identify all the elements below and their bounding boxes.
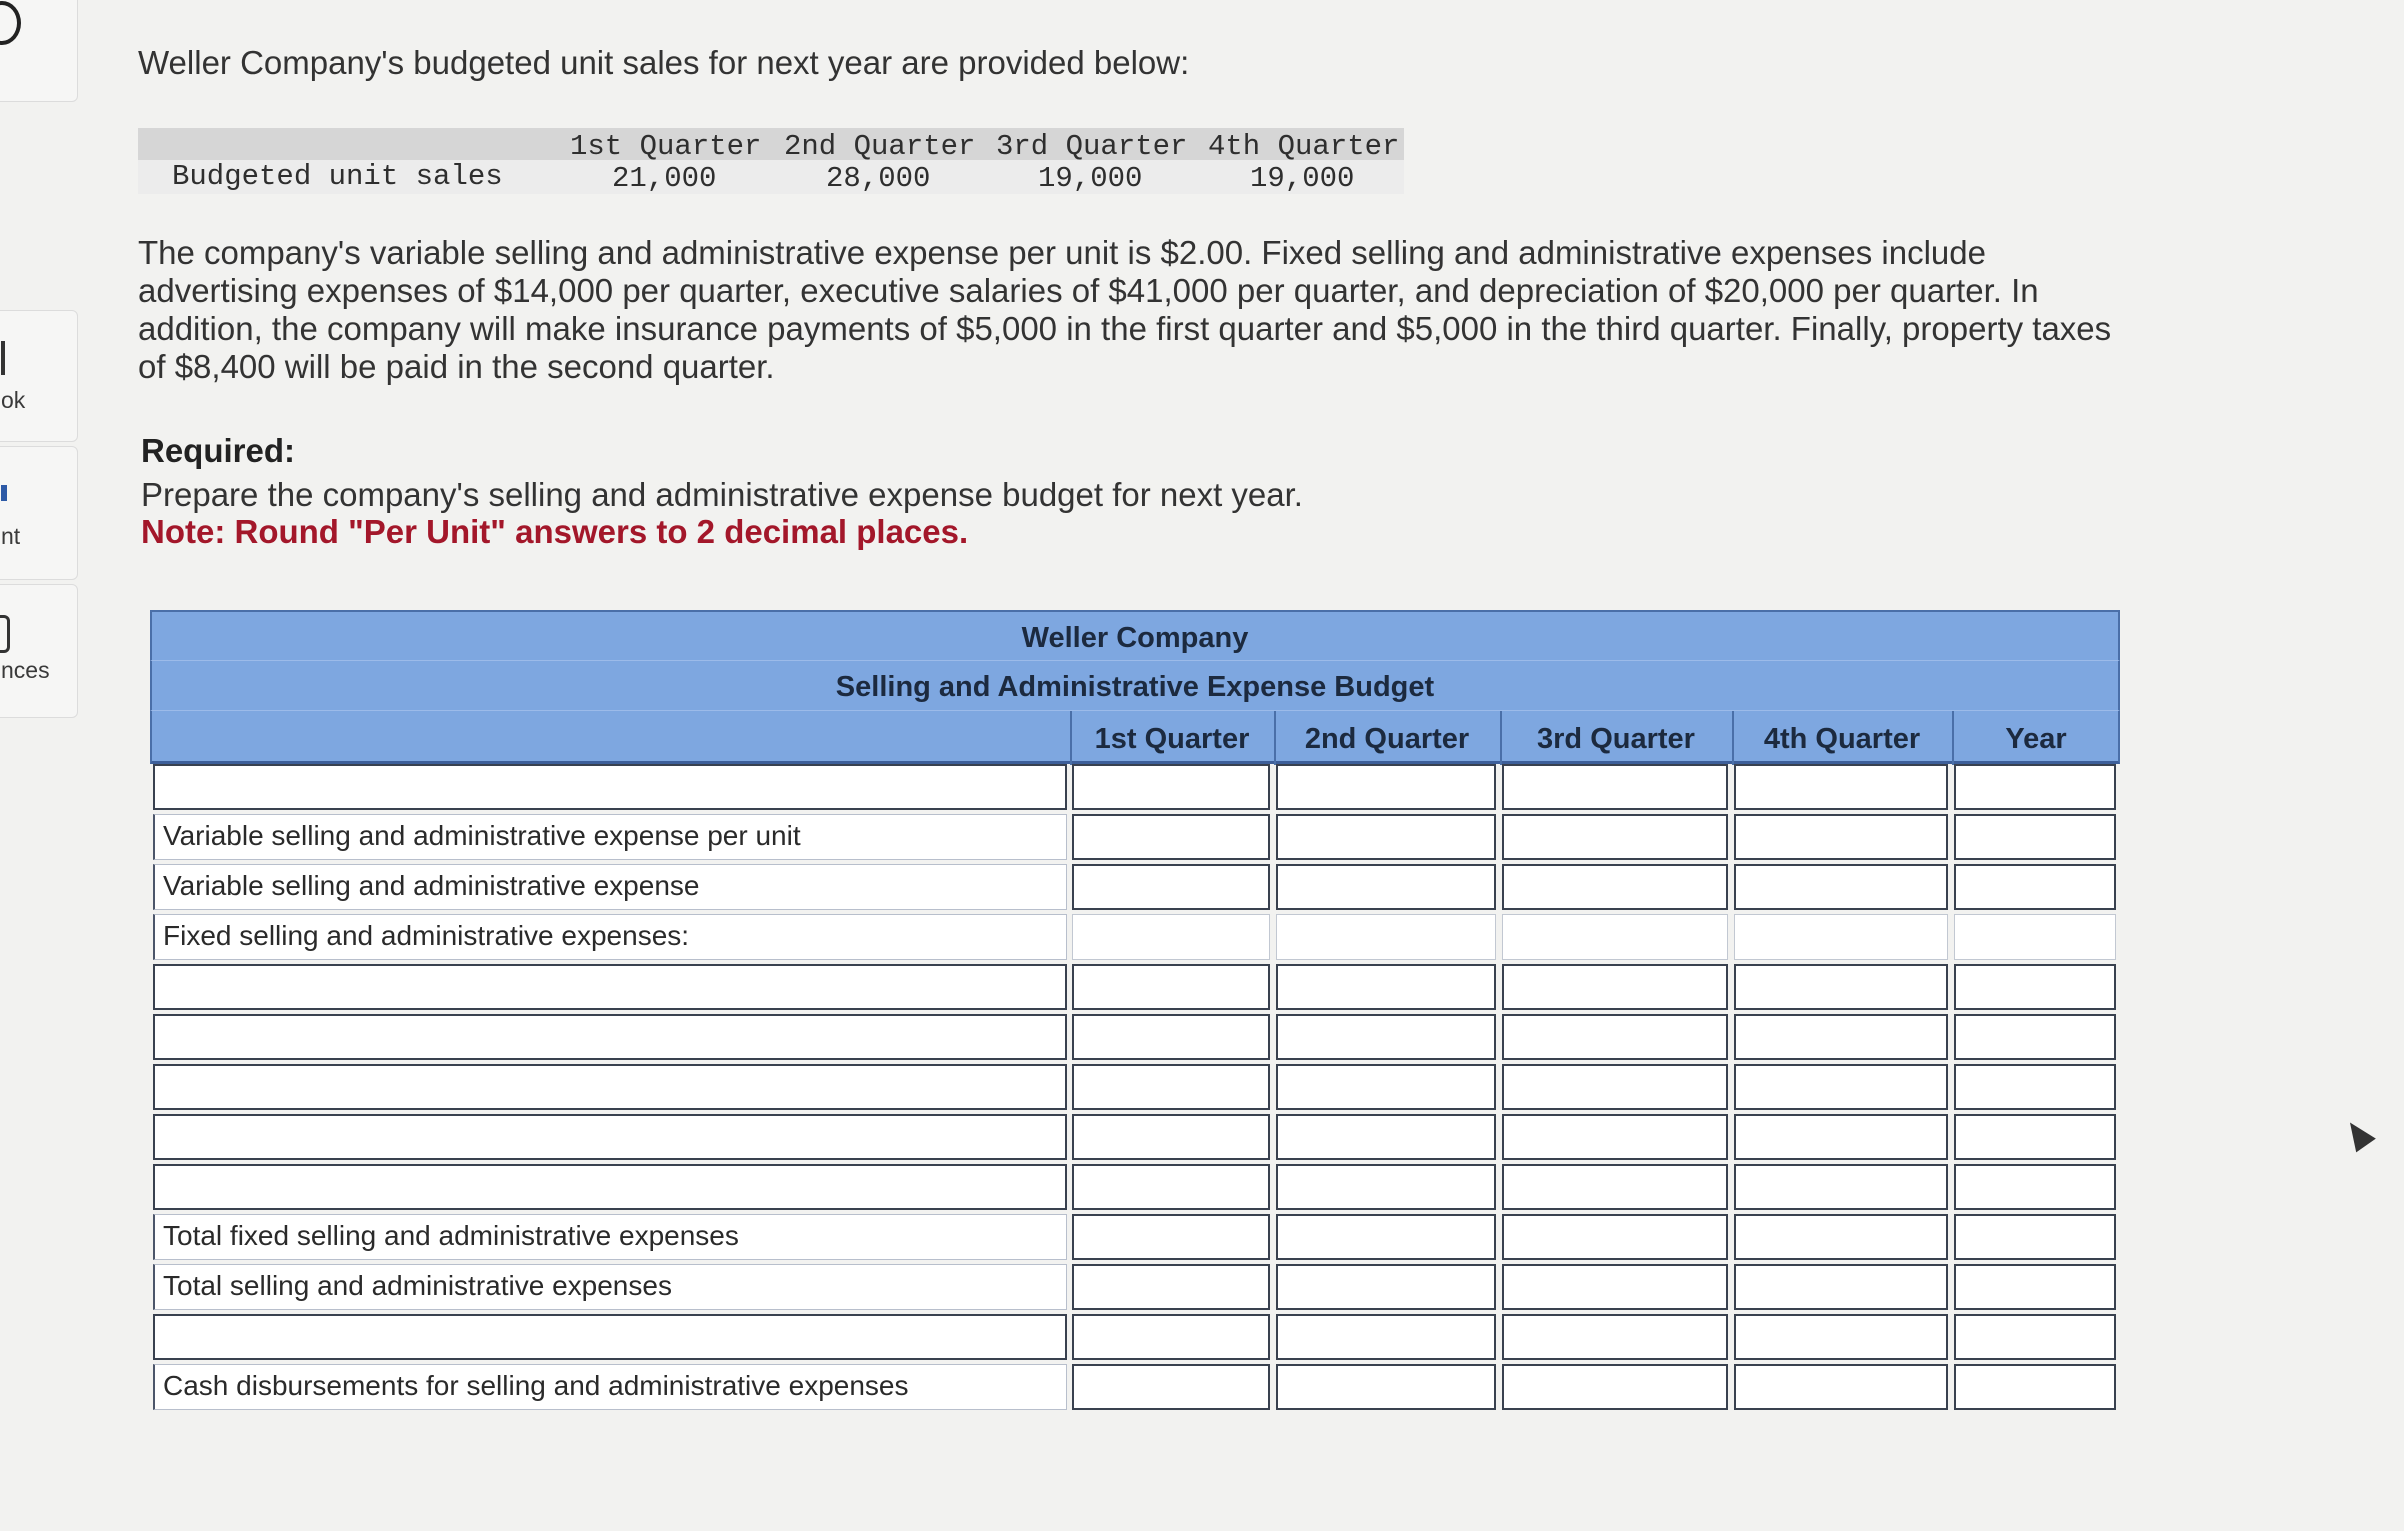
row-label-input[interactable] (153, 1164, 1067, 1210)
col-header-q1: 1st Quarter (1094, 723, 1250, 755)
row-label-input[interactable] (153, 1114, 1067, 1160)
unit-sales-col-header: 4th Quarter (1208, 130, 1400, 163)
amount-input[interactable] (1954, 1114, 2116, 1160)
amount-input[interactable] (1734, 1014, 1948, 1060)
col-header-q4: 4th Quarter (1763, 723, 1921, 755)
amount-input[interactable] (1072, 1014, 1270, 1060)
table-row (150, 964, 2120, 1014)
empty-cell (1072, 914, 1270, 960)
amount-input[interactable] (1072, 864, 1270, 910)
amount-input[interactable] (1502, 1214, 1728, 1260)
amount-input[interactable] (1502, 1164, 1728, 1210)
amount-input[interactable] (1276, 764, 1496, 810)
amount-input[interactable] (1734, 764, 1948, 810)
amount-input[interactable] (1276, 1164, 1496, 1210)
amount-input[interactable] (1072, 1264, 1270, 1310)
amount-input[interactable] (1276, 864, 1496, 910)
table-row (150, 1214, 2120, 1264)
mouse-cursor-icon (2340, 1116, 2376, 1153)
amount-input[interactable] (1954, 864, 2116, 910)
amount-input[interactable] (1734, 1164, 1948, 1210)
row-label: Cash disbursements for selling and administrative expenses (153, 1364, 1067, 1410)
unit-sales-value: 19,000 (1250, 162, 1355, 195)
amount-input[interactable] (1734, 814, 1948, 860)
left-sidebar (0, 0, 80, 1531)
company-name: Weller Company (1021, 622, 1249, 654)
col-header-q3: 3rd Quarter (1537, 723, 1695, 755)
sidebar-item-label: nt (1, 523, 21, 549)
amount-input[interactable] (1734, 1314, 1948, 1360)
table-row (150, 1064, 2120, 1114)
sidebar-item-book[interactable] (0, 310, 78, 442)
budget-title: Selling and Administrative Expense Budget (835, 671, 1435, 703)
amount-input[interactable] (1954, 1214, 2116, 1260)
amount-input[interactable] (1276, 1264, 1496, 1310)
amount-input[interactable] (1734, 964, 1948, 1010)
amount-input[interactable] (1276, 1314, 1496, 1360)
amount-input[interactable] (1502, 1064, 1728, 1110)
amount-input[interactable] (1502, 1314, 1728, 1360)
amount-input[interactable] (1734, 1114, 1948, 1160)
amount-input[interactable] (1276, 1064, 1496, 1110)
amount-input[interactable] (1954, 814, 2116, 860)
amount-input[interactable] (1954, 1264, 2116, 1310)
budget-header-company (150, 610, 2120, 660)
unit-sales-value: 21,000 (612, 162, 717, 195)
row-label: Total fixed selling and administrative expenses (153, 1214, 1067, 1260)
table-row (150, 1114, 2120, 1164)
unit-sales-value: 19,000 (1038, 162, 1143, 195)
table-row (150, 1264, 2120, 1314)
row-label: Variable selling and administrative expense per unit (153, 814, 1067, 860)
question-intro: Weller Company's budgeted unit sales for next year are provided below: (138, 44, 1190, 81)
table-row (150, 1014, 2120, 1064)
col-header-year: Year (2005, 723, 2067, 755)
amount-input[interactable] (1954, 1014, 2116, 1060)
amount-input[interactable] (1502, 864, 1728, 910)
book-icon (1, 341, 5, 375)
required-text: Prepare the company's selling and administrative expense budget for next year. (141, 476, 1303, 513)
circle-icon (0, 1, 21, 45)
rounding-note: Note: Round "Per Unit" answers to 2 decimal places. (141, 513, 969, 550)
sidebar-item-print[interactable] (0, 446, 78, 580)
empty-cell (1276, 914, 1496, 960)
amount-input[interactable] (1072, 1114, 1270, 1160)
amount-input[interactable] (1502, 1364, 1728, 1410)
row-label: Variable selling and administrative expense (153, 864, 1067, 910)
table-row (150, 1164, 2120, 1214)
empty-cell (1502, 914, 1728, 960)
table-row (150, 764, 2120, 814)
amount-input[interactable] (1954, 1064, 2116, 1110)
table-row (150, 864, 2120, 914)
row-label-input[interactable] (153, 764, 1067, 810)
amount-input[interactable] (1734, 1364, 1948, 1410)
unit-sales-label: Budgeted unit sales (172, 160, 503, 193)
amount-input[interactable] (1072, 964, 1270, 1010)
sidebar-item-label: ok (1, 387, 26, 413)
empty-cell (1734, 914, 1948, 960)
amount-input[interactable] (1072, 1064, 1270, 1110)
unit-sales-col-header: 2nd Quarter (784, 130, 976, 163)
amount-input[interactable] (1502, 814, 1728, 860)
amount-input[interactable] (1734, 1264, 1948, 1310)
row-label-input[interactable] (153, 964, 1067, 1010)
amount-input[interactable] (1502, 964, 1728, 1010)
col-header-q2: 2nd Quarter (1304, 723, 1470, 755)
amount-input[interactable] (1954, 764, 2116, 810)
sidebar-item-top[interactable] (0, 0, 78, 102)
amount-input[interactable] (1276, 1364, 1496, 1410)
references-icon (0, 615, 10, 653)
table-row (150, 1314, 2120, 1364)
amount-input[interactable] (1502, 1264, 1728, 1310)
table-row (150, 914, 2120, 964)
amount-input[interactable] (1734, 1064, 1948, 1110)
row-label-input[interactable] (153, 1014, 1067, 1060)
amount-input[interactable] (1072, 764, 1270, 810)
budget-header-title (150, 660, 2120, 710)
budget-header-columns (150, 710, 2120, 764)
amount-input[interactable] (1734, 1214, 1948, 1260)
amount-input[interactable] (1276, 1214, 1496, 1260)
unit-sales-value: 28,000 (826, 162, 931, 195)
question-paragraph: The company's variable selling and administrative expense per unit is $2.00. Fixed selling and administrative expenses include advertising expenses of $14,000 per quarter, executive salaries of $41,000 per quarter, and depreciation of $20,000 per quarter. In addition, the company will make insurance payments of $5,000 in the first quarter and $5,000 in the third quarter. Finally, property taxes of $8,400 will be paid in the second quarter. (138, 234, 2112, 385)
amount-input[interactable] (1954, 1364, 2116, 1410)
table-row (150, 814, 2120, 864)
amount-input[interactable] (1502, 1114, 1728, 1160)
amount-input[interactable] (1502, 764, 1728, 810)
amount-input[interactable] (1276, 1014, 1496, 1060)
amount-input[interactable] (1954, 1164, 2116, 1210)
amount-input[interactable] (1276, 964, 1496, 1010)
amount-input[interactable] (1276, 1114, 1496, 1160)
sidebar-item-references[interactable] (0, 584, 78, 718)
empty-cell (1954, 914, 2116, 960)
amount-input[interactable] (1072, 1314, 1270, 1360)
row-label-input[interactable] (153, 1314, 1067, 1360)
amount-input[interactable] (1276, 814, 1496, 860)
row-label-input[interactable] (153, 1064, 1067, 1110)
amount-input[interactable] (1954, 964, 2116, 1010)
amount-input[interactable] (1734, 864, 1948, 910)
amount-input[interactable] (1072, 814, 1270, 860)
amount-input[interactable] (1954, 1314, 2116, 1360)
unit-sales-col-header: 3rd Quarter (996, 130, 1188, 163)
amount-input[interactable] (1072, 1164, 1270, 1210)
unit-sales-col-header: 1st Quarter (570, 130, 762, 163)
row-label: Fixed selling and administrative expenses: (153, 914, 1067, 960)
table-row (150, 1364, 2120, 1414)
required-title: Required: (141, 432, 296, 469)
print-icon (1, 485, 7, 501)
amount-input[interactable] (1072, 1214, 1270, 1260)
amount-input[interactable] (1072, 1364, 1270, 1410)
sidebar-item-label: nces (1, 657, 50, 683)
row-label: Total selling and administrative expenses (153, 1264, 1067, 1310)
amount-input[interactable] (1502, 1014, 1728, 1060)
